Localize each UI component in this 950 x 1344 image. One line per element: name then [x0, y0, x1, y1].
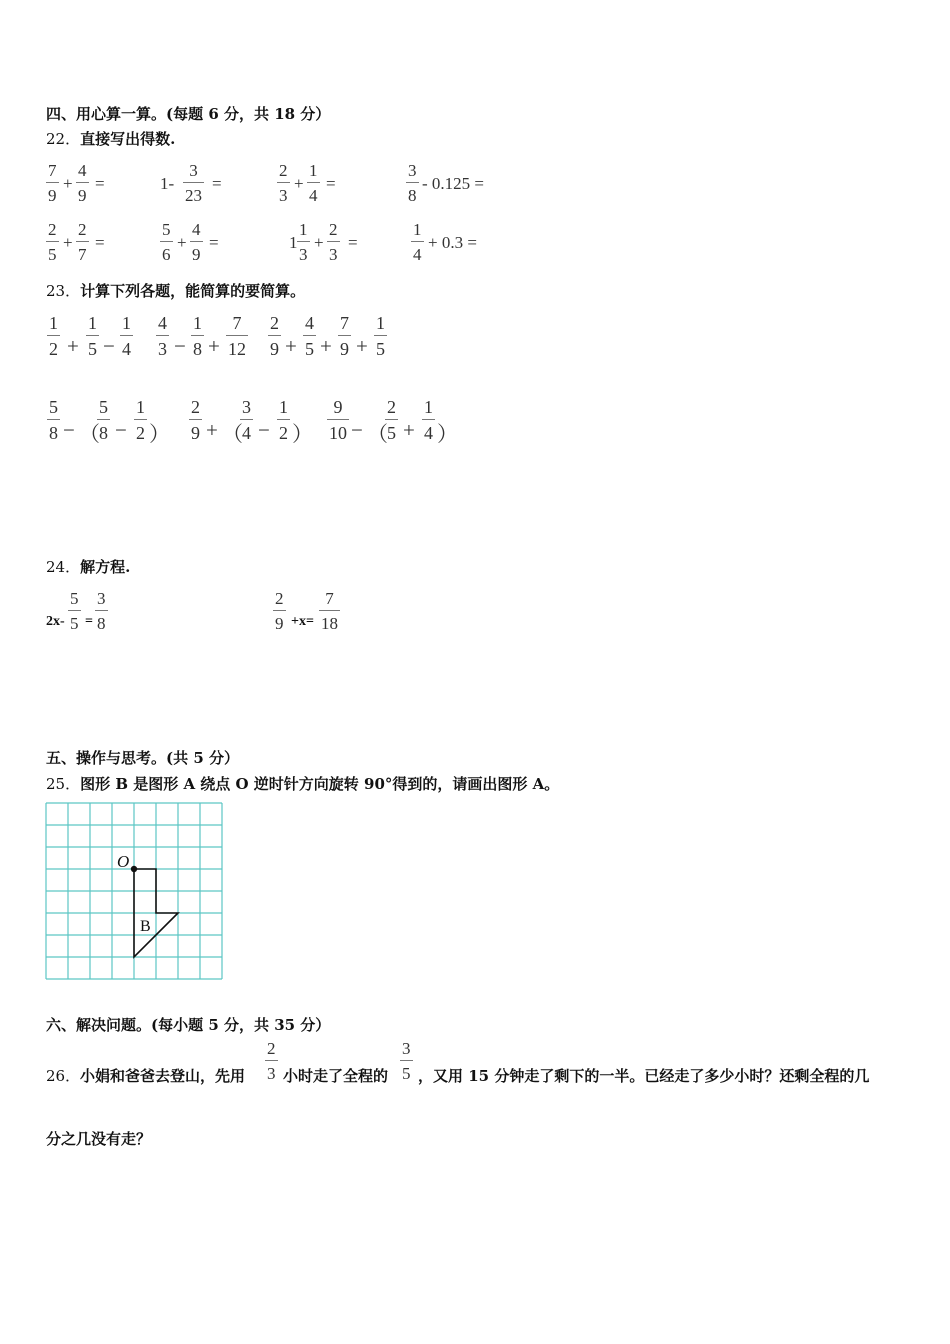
left-paren: （	[367, 422, 388, 446]
question-22	[46, 128, 175, 149]
operator: +	[177, 233, 187, 252]
equals: =	[95, 174, 105, 193]
fraction: 7 9	[48, 161, 57, 205]
operator: −	[174, 334, 186, 358]
rotation-grid	[40, 795, 230, 985]
question-23	[46, 280, 305, 301]
question-text-part-2: 小时走了全程的	[283, 1067, 389, 1085]
operator: +	[356, 334, 368, 358]
fraction: 1 4	[424, 397, 433, 443]
fraction: 9 10	[329, 397, 347, 443]
right-paren: ）	[437, 422, 458, 446]
question-number: 23．	[46, 282, 81, 300]
section-6-heading: 六、解决问题。(每小题 5 分，共 35 分）	[46, 1016, 331, 1034]
fraction: 1 5	[88, 313, 97, 359]
fraction: 1 5	[376, 313, 385, 359]
fraction: 2 3	[267, 1039, 276, 1083]
question-text-part-3: ，又用 15 分钟走了剩下的一半。已经走了多少小时？还剩全程的几	[418, 1067, 870, 1085]
section-4-heading: 四、用心算一算。(每题 6 分，共 18 分）	[46, 105, 331, 123]
fraction: 5 6	[162, 220, 171, 264]
equals: =	[209, 233, 219, 252]
operator: +	[206, 418, 218, 442]
fraction: 1 2	[49, 313, 58, 359]
operator: +	[208, 334, 220, 358]
fraction: 2 9	[191, 397, 200, 443]
equation-middle: +x=	[291, 614, 314, 629]
expression-rest: - 0.125 =	[422, 174, 484, 193]
operator: +	[314, 233, 324, 252]
fraction: 1 2	[136, 397, 145, 443]
operator: +	[285, 334, 297, 358]
question-number: 22．	[46, 130, 81, 148]
equals: =	[326, 174, 336, 193]
operator: −	[103, 334, 115, 358]
fraction: 2 3	[279, 161, 288, 205]
fraction: 4 3	[158, 313, 167, 359]
question-text: 计算下列各题，能简算的要简算。	[80, 282, 306, 300]
fraction: 1 4	[413, 220, 422, 264]
fraction: 3 8	[97, 589, 106, 633]
operator: −	[258, 418, 270, 442]
operator: +	[63, 174, 73, 193]
fraction: 3 23	[185, 161, 202, 205]
fraction: 1 4	[309, 161, 318, 205]
operator: +	[403, 418, 415, 442]
fraction: 5 8	[99, 397, 108, 443]
fraction: 7 12	[228, 313, 246, 359]
fraction: 3 5	[402, 1039, 411, 1083]
fraction: 5 5	[70, 589, 79, 633]
fraction: 7 18	[321, 589, 338, 633]
left-paren: （	[222, 422, 243, 446]
equals: =	[348, 233, 358, 252]
question-text: 解方程.	[80, 558, 131, 576]
equals: =	[85, 614, 93, 629]
operator: +	[294, 174, 304, 193]
fraction: 2 7	[78, 220, 87, 264]
operator: −	[115, 418, 127, 442]
right-paren: ）	[292, 422, 313, 446]
fraction: 4 9	[192, 220, 201, 264]
right-paren: ）	[149, 422, 170, 446]
fraction: 2 5	[48, 220, 57, 264]
fraction: 2 3	[329, 220, 338, 264]
operator: −	[351, 418, 363, 442]
equation-prefix: 2x-	[46, 614, 65, 629]
fraction: 2 5	[387, 397, 396, 443]
fraction: 1 4	[122, 313, 131, 359]
question-25	[46, 773, 559, 794]
question-text-part-4: 分之几没有走？	[46, 1130, 152, 1148]
expression-rest: + 0.3 =	[428, 233, 477, 252]
whole-number: 1	[289, 233, 298, 252]
fraction: 2 9	[275, 589, 284, 633]
expression-prefix: 1-	[160, 174, 175, 193]
question-number: 25．	[46, 775, 81, 793]
question-text: 图形 B 是图形 A 绕点 O 逆时针方向旋转 90°得到的，请画出图形 A。	[80, 775, 560, 793]
fraction: 1 8	[193, 313, 202, 359]
question-number: 26．	[46, 1067, 81, 1085]
question-24	[46, 556, 130, 577]
operator: −	[63, 418, 75, 442]
equals: =	[212, 174, 222, 193]
fraction: 3 4	[242, 397, 251, 443]
equals: =	[95, 233, 105, 252]
question-text-part-1: 小娟和爸爸去登山，先用	[80, 1067, 246, 1085]
operator: +	[320, 334, 332, 358]
operator: +	[67, 334, 79, 358]
question-number: 24．	[46, 558, 81, 576]
left-paren: （	[79, 422, 100, 446]
fraction: 4 5	[305, 313, 314, 359]
point-o	[131, 866, 137, 872]
fraction: 1 2	[279, 397, 288, 443]
fraction: 2 9	[270, 313, 279, 359]
fraction: 3 8	[408, 161, 417, 205]
point-o-label: O	[117, 852, 130, 871]
fraction: 7 9	[340, 313, 349, 359]
operator: +	[63, 233, 73, 252]
question-text: 直接写出得数.	[80, 130, 176, 148]
shape-b-label: B	[140, 918, 151, 935]
fraction: 4 9	[78, 161, 87, 205]
fraction: 1 3	[299, 220, 308, 264]
fraction: 5 8	[49, 397, 58, 443]
section-5-heading: 五、操作与思考。(共 5 分）	[46, 749, 239, 767]
